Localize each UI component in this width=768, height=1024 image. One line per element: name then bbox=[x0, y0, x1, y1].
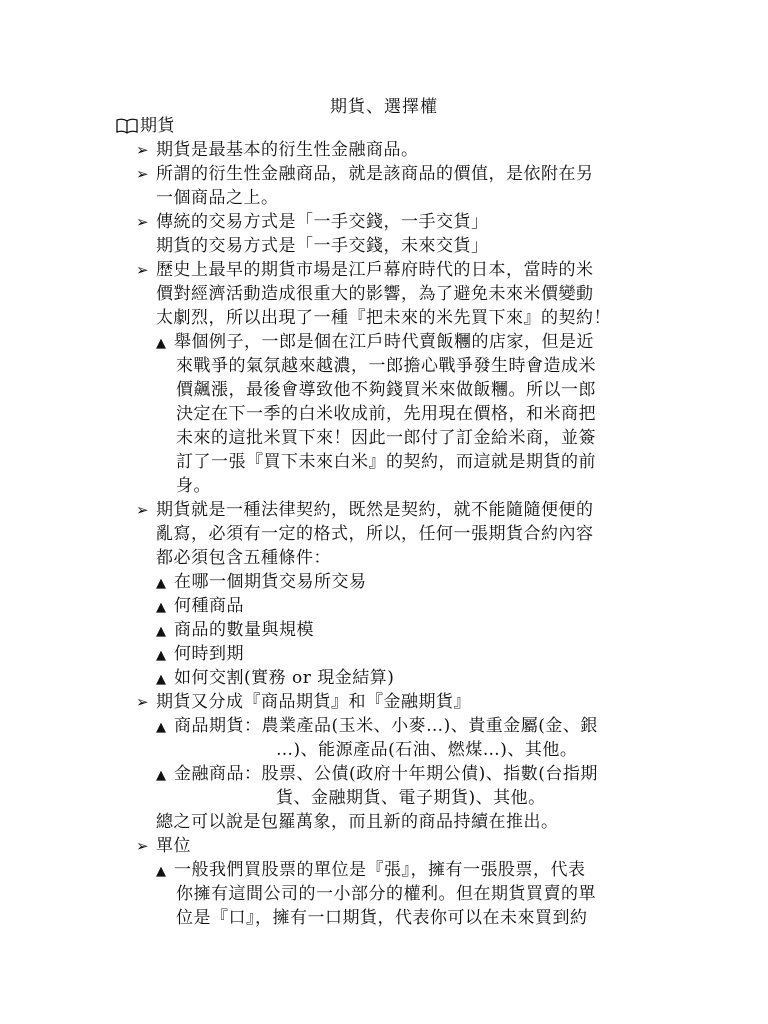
summary-text: 總之可以說是包羅萬象，而且新的商品持續在推出。 bbox=[156, 812, 559, 832]
condition-item: ▲ 在哪一個期貨交易所交易 bbox=[156, 570, 367, 596]
sub-bullet-continuation: 身。 bbox=[176, 476, 211, 496]
bullet-continuation: 都必須包含五種條件： bbox=[156, 548, 331, 568]
condition-item: ▲ 何種商品 bbox=[156, 594, 244, 620]
section-heading bbox=[116, 114, 175, 138]
sub-bullet-continuation: 你擁有這間公司的一小部分的權利。但在期貨買賣的單 bbox=[176, 884, 596, 904]
triangle-bullet-icon: ▲ bbox=[156, 576, 167, 591]
sub-bullet-item: ▲ 一般我們買股票的單位是『張』，擁有一張股票，代表 bbox=[156, 858, 586, 884]
bullet-continuation: 期貨的交易方式是「一手交錢，未來交貨」 bbox=[156, 236, 489, 256]
bullet-continuation: 太劇烈，所以出現了一種『把未來的米先買下來』的契約！ bbox=[156, 308, 611, 328]
sub-bullet-continuation: 貨、金融期貨、電子期貨)、其他。 bbox=[276, 788, 546, 808]
triangle-bullet-icon: ▲ bbox=[156, 720, 167, 735]
open-book-icon bbox=[116, 114, 140, 138]
arrow-bullet-icon: ➢ bbox=[136, 165, 150, 183]
section-title: 期貨 bbox=[140, 116, 175, 136]
bullet-continuation: 價對經濟活動造成很重大的影響，為了避免未來米價變動 bbox=[156, 284, 594, 304]
bullet-item: ➢ 歷史上最早的期貨市場是江戶幕府時代的日本，當時的米 bbox=[136, 260, 594, 280]
sub-bullet-item: ▲ 金融商品：股票、公債(政府十年期公債)、指數(台指期 bbox=[156, 762, 598, 788]
sub-bullet-continuation: 決定在下一季的白米收成前，先用現在價格，和米商把 bbox=[176, 404, 596, 424]
triangle-bullet-icon: ▲ bbox=[156, 648, 167, 663]
bullet-item: ➢ 傳統的交易方式是「一手交錢，一手交貨」 bbox=[136, 212, 489, 232]
arrow-bullet-icon: ➢ bbox=[136, 693, 150, 711]
sub-bullet-item: ▲ 舉個例子，一郎是個在江戶時代賣飯糰的店家，但是近 bbox=[156, 330, 594, 356]
condition-item: ▲ 如何交割(實務 or 現金結算) bbox=[156, 666, 394, 692]
triangle-bullet-icon: ▲ bbox=[156, 672, 167, 687]
bullet-continuation: 亂寫，必須有一定的格式，所以，任何一張期貨合約內容 bbox=[156, 524, 594, 544]
triangle-bullet-icon: ▲ bbox=[156, 864, 167, 879]
triangle-bullet-icon: ▲ bbox=[156, 600, 167, 615]
bullet-continuation: 一個商品之上。 bbox=[156, 188, 279, 208]
arrow-bullet-icon: ➢ bbox=[136, 837, 150, 855]
page-title: 期貨、選擇權 bbox=[330, 97, 438, 117]
bullet-item: ➢ 單位 bbox=[136, 836, 191, 856]
condition-item: ▲ 商品的數量與規模 bbox=[156, 618, 314, 644]
arrow-bullet-icon: ➢ bbox=[136, 141, 150, 159]
condition-item: ▲ 何時到期 bbox=[156, 642, 244, 668]
triangle-bullet-icon: ▲ bbox=[156, 768, 167, 783]
arrow-bullet-icon: ➢ bbox=[136, 261, 150, 279]
sub-bullet-item: ▲ 商品期貨：農業產品(玉米、小麥…)、貴重金屬(金、銀 bbox=[156, 714, 598, 740]
bullet-item: ➢ 期貨是最基本的衍生性金融商品。 bbox=[136, 140, 419, 160]
sub-bullet-continuation: 未來的這批米買下來！因此一郎付了訂金給米商，並簽 bbox=[176, 428, 596, 448]
bullet-item: ➢ 所謂的衍生性金融商品，就是該商品的價值，是依附在另 bbox=[136, 164, 594, 184]
triangle-bullet-icon: ▲ bbox=[156, 624, 167, 639]
sub-bullet-continuation: 位是『口』，擁有一口期貨，代表你可以在未來買到約 bbox=[176, 908, 588, 928]
arrow-bullet-icon: ➢ bbox=[136, 213, 150, 231]
bullet-item: ➢ 期貨又分成『商品期貨』和『金融期貨』 bbox=[136, 692, 471, 712]
bullet-item: ➢ 期貨就是一種法律契約，既然是契約，就不能隨隨便便的 bbox=[136, 500, 594, 520]
sub-bullet-continuation: 價飆漲，最後會導致他不夠錢買米來做飯糰。所以一郎 bbox=[176, 380, 596, 400]
sub-bullet-continuation: 來戰爭的氣氛越來越濃，一郎擔心戰爭發生時會造成米 bbox=[176, 356, 596, 376]
arrow-bullet-icon: ➢ bbox=[136, 501, 150, 519]
triangle-bullet-icon: ▲ bbox=[156, 336, 167, 351]
sub-bullet-continuation: …)、能源產品(石油、燃煤…)、其他。 bbox=[276, 740, 578, 760]
sub-bullet-continuation: 訂了一張『買下未來白米』的契約，而這就是期貨的前 bbox=[176, 452, 596, 472]
